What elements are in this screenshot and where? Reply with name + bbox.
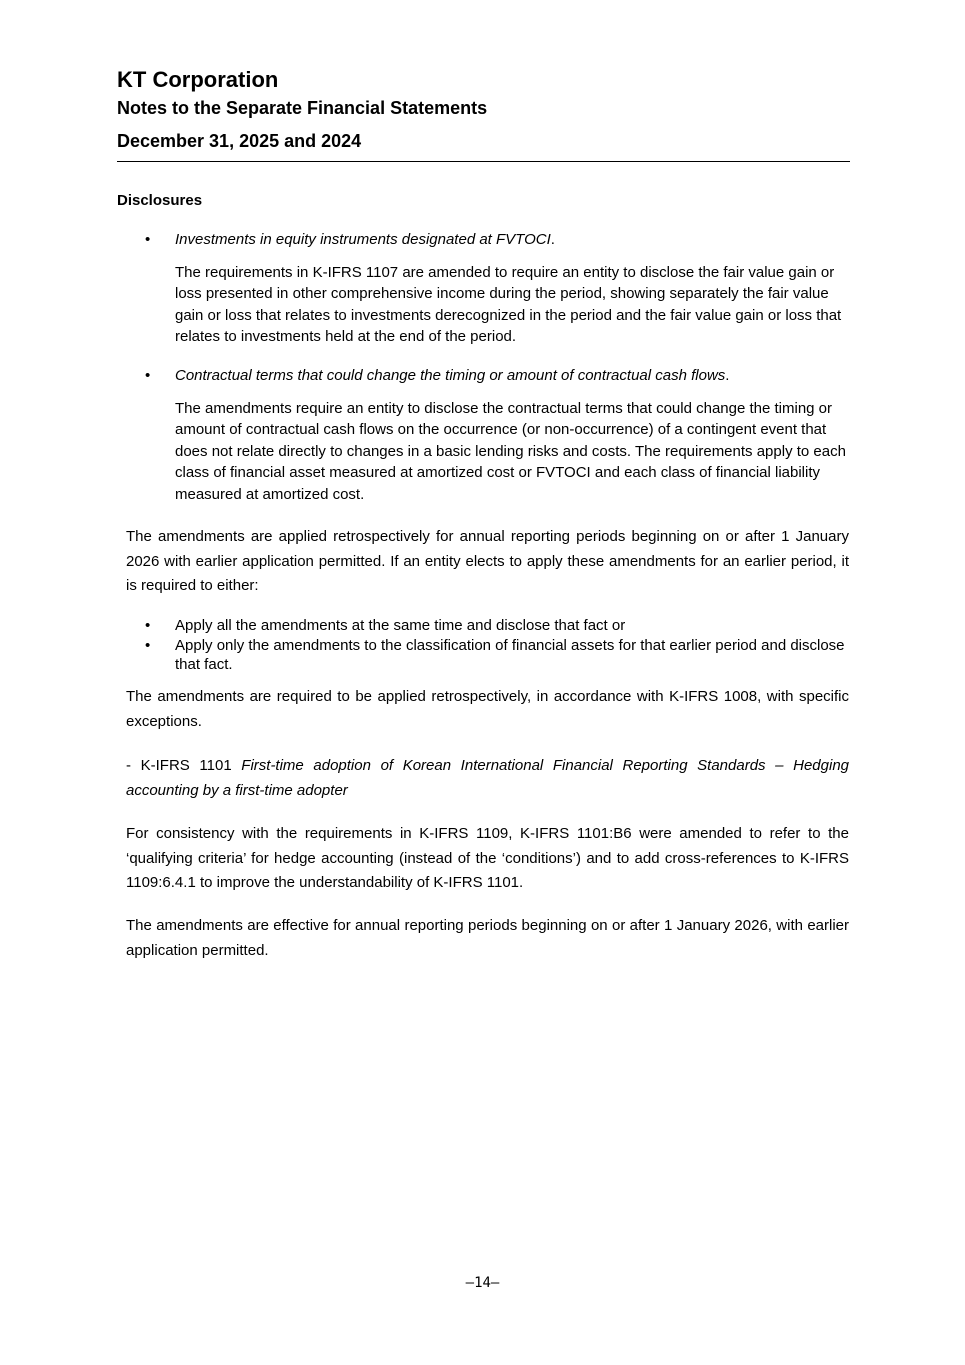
bullet-marker: •	[145, 367, 151, 384]
section-heading: Disclosures	[117, 192, 203, 209]
bullet-title-line	[117, 365, 850, 387]
standard-prefix: - K-IFRS 1101	[126, 757, 242, 774]
bullet-title-end: .	[725, 367, 730, 384]
list-item-text: Apply only the amendments to the classification of financial assets for that earlier period and disclose that fact.	[175, 636, 845, 673]
bullet-marker: •	[145, 617, 151, 634]
disclosure-bullet	[117, 365, 850, 505]
bullet-text: The requirements in K-IFRS 1107 are amended to require an entity to disclose the fair value gain or loss presented in other comprehensive income during the period, showing separately the fair value gain or loss that relates to investments derecognized in the period and the fair value gain or loss that relates to investments held at the end of the period.	[175, 263, 842, 345]
list-item	[117, 636, 850, 675]
header-divider	[117, 161, 850, 162]
bullet-title: Investments in equity instruments designated at FVTOCI	[175, 231, 551, 248]
document-subtitle: Notes to the Separate Financial Statements	[117, 98, 488, 118]
disclosure-bullet	[117, 229, 850, 348]
bullet-title-end: .	[550, 231, 555, 248]
bullet-title: Contractual terms that could change the timing or amount of contractual cash flows	[175, 367, 726, 384]
consistency-paragraph: For consistency with the requirements in K-IFRS 1109, K-IFRS 1101:B6 were amended to refer to the ‘qualifying criteria’ for hedge accounting (instead of the ‘conditions’) and to add cross-references to K-IFRS 1109:6.4.1 to improve the understandability of K-IFRS 1101.	[126, 825, 849, 891]
page-header	[117, 66, 850, 153]
list-item	[117, 616, 850, 636]
effective-date-paragraph: The amendments are effective for annual reporting periods beginning on or after 1 January 2026, with earlier application permitted.	[126, 917, 849, 959]
retrospective-paragraph: The amendments are applied retrospectively for annual reporting periods beginning on or after 1 January 2026 with earlier application permitted. If an entity elects to apply these amendments for an earlier period, it is required to either:	[126, 528, 849, 594]
bullet-title-line	[117, 229, 850, 251]
reporting-date: December 31, 2025 and 2024	[117, 131, 362, 151]
bullet-text: The amendments require an entity to disclose the contractual terms that could change the timing or amount of contractual cash flows on the occurrence (or non-occurrence) of a contingent event that does not relate directly to changes in a basic lending risks and costs. The requirements apply to each class of financial asset measured at amortized cost or FVTOCI and each class of financial liability measured at amortized cost.	[175, 399, 846, 503]
options-list	[117, 616, 850, 675]
company-name: KT Corporation	[117, 67, 279, 92]
standard-reference	[126, 754, 849, 803]
list-item-text: Apply all the amendments at the same time and disclose that fact or	[175, 617, 626, 634]
page-number: –14–	[465, 1275, 500, 1291]
bullet-marker: •	[145, 636, 151, 654]
bullet-marker: •	[145, 231, 151, 248]
standard-title: First-time adoption of Korean International Financial Reporting Standards – Hedging accounting by a first-time adopter	[126, 757, 850, 799]
exceptions-paragraph: The amendments are required to be applied retrospectively, in accordance with K-IFRS 1008, with specific exceptions.	[126, 688, 849, 730]
